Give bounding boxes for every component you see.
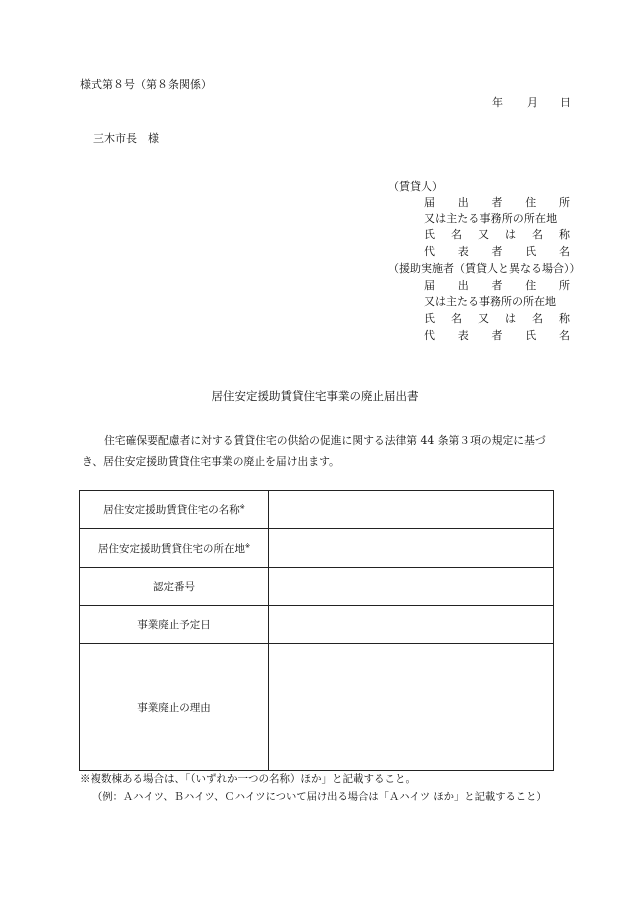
date-day-label: 日 xyxy=(560,96,571,109)
note-example: （例：Ａハイツ、Ｂハイツ、Ｃハイツについて届け出る場合は「Ａハイツ ほか」と記載すること） xyxy=(92,791,547,803)
table-row xyxy=(80,529,554,568)
housing-name-field[interactable] xyxy=(269,491,554,529)
landlord-representative-label: 代 表 者 氏 名 xyxy=(424,245,570,258)
note-multiple-buildings: ※複数棟ある場合は、「（いずれか一つの名称）ほか」と記載すること。 xyxy=(80,773,416,785)
support-provider-heading: （援助実施者（賃貸人と異なる場合）） xyxy=(388,262,581,275)
certification-number-field[interactable] xyxy=(269,568,554,606)
planned-abolition-date-field[interactable] xyxy=(269,606,554,644)
certification-number-label: 認定番号 xyxy=(80,568,269,606)
abolition-reason-label: 事業廃止の理由 xyxy=(80,644,269,771)
table-row xyxy=(80,606,554,644)
abolition-form-table xyxy=(79,490,554,771)
addressee: 三木市長 様 xyxy=(93,132,159,145)
form-number: 様式第８号（第８条関係） xyxy=(80,78,212,91)
support-office-label: 又は主たる事務所の所在地 xyxy=(424,295,556,308)
landlord-office-label: 又は主たる事務所の所在地 xyxy=(424,212,558,225)
landlord-heading: （賃貸人） xyxy=(388,180,443,193)
housing-location-field[interactable] xyxy=(269,529,554,568)
table-row xyxy=(80,491,554,529)
abolition-reason-field[interactable] xyxy=(269,644,554,771)
landlord-address-label: 届 出 者 住 所 xyxy=(424,196,570,209)
support-name-label: 氏 名 又 は 名 称 xyxy=(424,312,570,325)
planned-abolition-date-label: 事業廃止予定日 xyxy=(80,606,269,644)
date-year-label: 年 xyxy=(492,96,503,109)
table-row xyxy=(80,644,554,771)
table-row xyxy=(80,568,554,606)
body-text-line-2: き、居住安定援助賃貸住宅事業の廃止を届け出ます。 xyxy=(82,455,340,468)
support-representative-label: 代 表 者 氏 名 xyxy=(424,329,570,342)
housing-name-label: 居住安定援助賃貸住宅の名称※ xyxy=(80,491,269,529)
support-address-label: 届 出 者 住 所 xyxy=(424,279,570,292)
body-text-line-1: 住宅確保要配慮者に対する賃貸住宅の供給の促進に関する法律第 44 条第３項の規定に基づ xyxy=(104,434,546,447)
landlord-name-label: 氏 名 又 は 名 称 xyxy=(424,228,570,241)
housing-location-label: 居住安定援助賃貸住宅の所在地※ xyxy=(80,529,269,568)
date-month-label: 月 xyxy=(527,96,538,109)
document-title: 居住安定援助賃貸住宅事業の廃止届出書 xyxy=(211,389,419,403)
